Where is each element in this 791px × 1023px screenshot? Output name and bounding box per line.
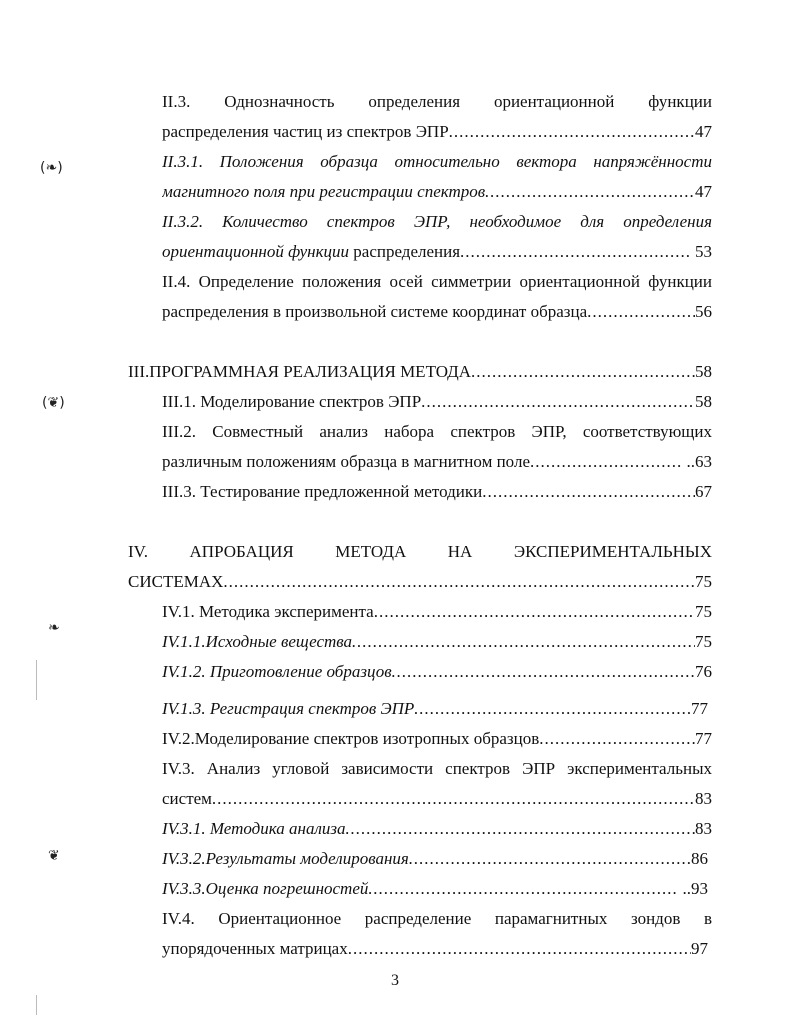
leader-dots — [368, 879, 678, 899]
toc-iv-line1: IV. АПРОБАЦИЯ МЕТОДА НА ЭКСПЕРИМЕНТАЛЬНЫХ — [128, 542, 712, 561]
toc-page-number: 77 — [695, 729, 712, 748]
toc-page-number: 58 — [695, 362, 712, 381]
toc-iv12 — [162, 662, 712, 682]
toc-ii3-line1: II.3. Однозначность определения ориентационной функции — [162, 92, 712, 111]
toc-iii1 — [162, 392, 712, 412]
toc-page-number: 86 — [691, 849, 708, 868]
toc-page-number: 75 — [695, 572, 712, 591]
leader-dots — [346, 819, 695, 839]
toc-iii — [128, 362, 712, 382]
scan-artifact — [36, 995, 37, 1015]
leader-dots — [212, 789, 695, 809]
leader-dots — [392, 662, 695, 682]
toc-iv2 — [162, 729, 712, 749]
toc-iv13 — [162, 699, 708, 719]
toc-ii3-line2 — [162, 122, 712, 142]
toc-entry-text: IV.3.2.Результаты моделирования — [162, 849, 409, 868]
toc-entry-text: магнитного поля при регистрации спектров — [162, 182, 486, 201]
leader-dots — [485, 182, 695, 202]
toc-iv3-line2 — [162, 789, 712, 809]
leader-dots — [587, 302, 695, 322]
toc-entry-text: IV.2.Моделирование спектров изотропных образцов — [162, 729, 540, 748]
toc-page-number: ..63 — [682, 452, 712, 471]
toc-iv3-line1: IV.3. Анализ угловой зависимости спектров ЭПР экспериментальных — [162, 759, 712, 778]
leader-dots — [409, 849, 691, 869]
toc-entry-text: IV.1.3. Регистрация спектров ЭПР — [162, 699, 415, 718]
toc-iv4-line1: IV.4. Ориентационное распределение парамагнитных зондов в — [162, 909, 712, 928]
toc-page-number: 53 — [690, 242, 712, 261]
toc-page-number: 58 — [695, 392, 712, 411]
toc-page-number: 75 — [695, 602, 712, 621]
binding-mark-icon: (❦) — [42, 395, 65, 411]
toc-iv11 — [162, 632, 712, 652]
toc-page-number: 67 — [695, 482, 712, 501]
page-number: 3 — [391, 972, 399, 989]
toc-entry-text: распределения — [349, 242, 461, 261]
toc-entry-text: распределения в произвольной системе координат образца — [162, 302, 588, 321]
binding-mark-icon: ❦ — [48, 848, 60, 864]
toc-iv33 — [162, 879, 708, 899]
toc-iv4-line2 — [162, 939, 708, 959]
toc-page-number: 83 — [695, 819, 712, 838]
toc-page-number: 47 — [695, 182, 712, 201]
toc-entry-text: IV.1.1.Исходные вещества — [162, 632, 353, 651]
toc-ii32-line2 — [162, 242, 712, 262]
scan-artifact — [36, 660, 37, 700]
leader-dots — [530, 452, 682, 472]
leader-dots — [460, 242, 691, 262]
toc-entry-text: различным положениям образца в магнитном поле — [162, 452, 530, 471]
toc-entry-text: IV.1. Методика эксперимента — [162, 602, 374, 621]
toc-ii4-line2 — [162, 302, 712, 322]
leader-dots — [348, 939, 691, 959]
binding-mark-icon: ❧ — [48, 620, 60, 636]
leader-dots — [223, 572, 695, 592]
toc-entry-text: III.1. Моделирование спектров ЭПР — [162, 392, 422, 411]
toc-page-number: 56 — [695, 302, 712, 321]
toc-ii4-line1: II.4. Определение положения осей симметрии ориентационной функции — [162, 272, 712, 291]
toc-entry-italic-text: ориентационной функции — [162, 242, 350, 261]
toc-iii2-line1: III.2. Совместный анализ набора спектров ЭПР, соответствующих — [162, 422, 712, 441]
toc-ii31-line1: II.3.1. Положения образца относительно вектора напряжённости — [162, 152, 712, 171]
leader-dots — [421, 392, 695, 412]
leader-dots — [471, 362, 695, 382]
binding-mark-icon: (❧) — [40, 160, 63, 176]
leader-dots — [352, 632, 695, 652]
toc-entry-text: распределения частиц из спектров ЭПР — [162, 122, 449, 141]
toc-entry-text: IV.1.2. Приготовление образцов — [162, 662, 392, 681]
toc-page-number: 83 — [695, 789, 712, 808]
toc-entry-text: IV.3.1. Методика анализа — [162, 819, 346, 838]
toc-entry-text: систем — [162, 789, 212, 808]
toc-ii31-line2 — [162, 182, 712, 202]
toc-iv31 — [162, 819, 712, 839]
toc-page-number: 75 — [695, 632, 712, 651]
leader-dots — [414, 699, 691, 719]
toc-entry-text: III.ПРОГРАММНАЯ РЕАЛИЗАЦИЯ МЕТОДА — [128, 362, 472, 381]
toc-entry-text: IV.3.3.Оценка погрешностей — [162, 879, 369, 898]
toc-page-number: 77 — [691, 699, 708, 718]
toc-iii2-line2 — [162, 452, 712, 472]
leader-dots — [374, 602, 695, 622]
toc-entry-text: СИСТЕМАХ — [128, 572, 224, 591]
toc-iv-line2 — [128, 572, 712, 592]
toc-ii32-line1: II.3.2. Количество спектров ЭПР, необходимое для определения — [162, 212, 712, 231]
toc-iii3 — [162, 482, 712, 502]
toc-entry-text: III.3. Тестирование предложенной методики — [162, 482, 483, 501]
leader-dots — [482, 482, 695, 502]
leader-dots — [539, 729, 695, 749]
toc-iv1 — [162, 602, 712, 622]
toc-iv32 — [162, 849, 708, 869]
toc-page-number: 47 — [695, 122, 712, 141]
leader-dots — [449, 122, 695, 142]
toc-page-number: 97 — [691, 939, 708, 958]
toc-page-number: ..93 — [678, 879, 708, 898]
toc-entry-text: упорядоченных матрицах — [162, 939, 348, 958]
toc-page-number: 76 — [695, 662, 712, 681]
